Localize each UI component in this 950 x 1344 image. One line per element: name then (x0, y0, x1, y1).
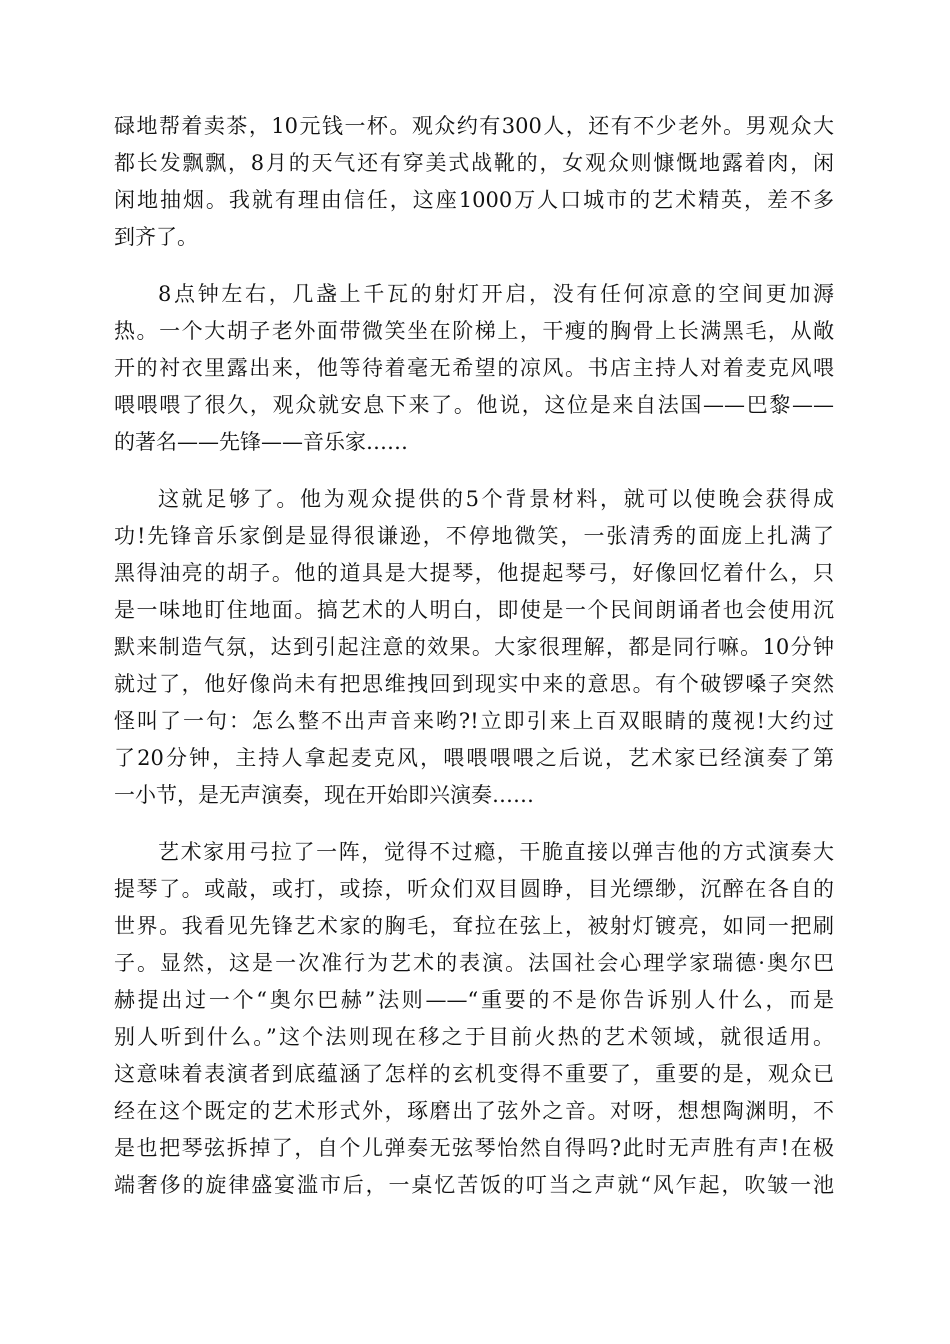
text-line: 的著名——先锋——音乐家…… (114, 430, 408, 454)
text-line: 开的衬衣里露出来，他等待着毫无希望的凉风。书店主持人对着麦克风喂 (114, 356, 834, 380)
text-line: 默来制造气氛，达到引起注意的效果。大家很理解，都是同行嘛。10分钟 (114, 635, 834, 659)
text-line: 艺术家用弓拉了一阵，觉得不过瘾，干脆直接以弹吉他的方式演奏大 (158, 840, 834, 864)
text-line: 功!先锋音乐家倒是显得很谦逊，不停地微笑，一张清秀的面庞上扎满了 (114, 524, 834, 548)
text-line: 热。一个大胡子老外面带微笑坐在阶梯上，干瘦的胸骨上长满黑毛，从敞 (114, 319, 834, 343)
text-line: 了20分钟，主持人拿起麦克风，喂喂喂喂之后说，艺术家已经演奏了第 (114, 746, 834, 770)
text-line: 提琴了。或敲，或打，或捺，听众们双目圆睁，目光缥缈，沉醉在各自的 (114, 877, 834, 901)
text-line: 一小节，是无声演奏，现在开始即兴演奏…… (114, 783, 534, 807)
article-body (114, 108, 834, 1224)
text-line: 到齐了。 (114, 225, 198, 249)
paragraph-1 (114, 108, 834, 256)
text-line: 端奢侈的旋律盛宴滥市后，一桌忆苦饭的叮当之声就“风乍起，吹皱一池 (114, 1173, 834, 1197)
text-line: 碌地帮着卖茶，10元钱一杯。观众约有300人，还有不少老外。男观众大 (114, 114, 834, 138)
text-line: 就过了，他好像尚未有把思维拽回到现实中来的意思。有个破锣嗓子突然 (114, 672, 834, 696)
text-line: 经在这个既定的艺术形式外，琢磨出了弦外之音。对呀，想想陶渊明，不 (114, 1099, 834, 1123)
text-line: 别人听到什么。”这个法则现在移之于目前火热的艺术领域，就很适用。 (114, 1025, 834, 1049)
text-line: 8点钟左右，几盏上千瓦的射灯开启，没有任何凉意的空间更加溽 (158, 282, 834, 306)
text-line: 黑得油亮的胡子。他的道具是大提琴，他提起琴弓，好像回忆着什么，只 (114, 561, 834, 585)
paragraph-3 (114, 481, 834, 814)
text-line: 怪叫了一句：怎么整不出声音来哟?!立即引来上百双眼睛的蔑视!大约过 (114, 709, 834, 733)
text-line: 喂喂喂了很久，观众就安息下来了。他说，这位是来自法国——巴黎—— (114, 393, 834, 417)
text-line: 是也把琴弦拆掉了，自个儿弹奏无弦琴怡然自得吗?此时无声胜有声!在极 (114, 1136, 834, 1160)
text-line: 都长发飘飘，8月的天气还有穿美式战靴的，女观众则慷慨地露着肉，闲 (114, 151, 834, 175)
text-line: 这就足够了。他为观众提供的5个背景材料，就可以使晚会获得成 (158, 487, 834, 511)
text-line: 世界。我看见先锋艺术家的胸毛，耷拉在弦上，被射灯镀亮，如同一把刷 (114, 914, 834, 938)
text-line: 是一味地盯住地面。搞艺术的人明白，即使是一个民间朗诵者也会使用沉 (114, 598, 834, 622)
paragraph-2 (114, 276, 834, 461)
text-line: 赫提出过一个“奥尔巴赫”法则——“重要的不是你告诉别人什么，而是 (114, 988, 834, 1012)
text-line: 闲地抽烟。我就有理由信任，这座1000万人口城市的艺术精英，差不多 (114, 188, 834, 212)
text-line: 子。显然，这是一次准行为艺术的表演。法国社会心理学家瑞德·奥尔巴 (114, 951, 834, 975)
paragraph-4 (114, 834, 834, 1204)
text-line: 这意味着表演者到底蕴涵了怎样的玄机变得不重要了，重要的是，观众已 (114, 1062, 834, 1086)
